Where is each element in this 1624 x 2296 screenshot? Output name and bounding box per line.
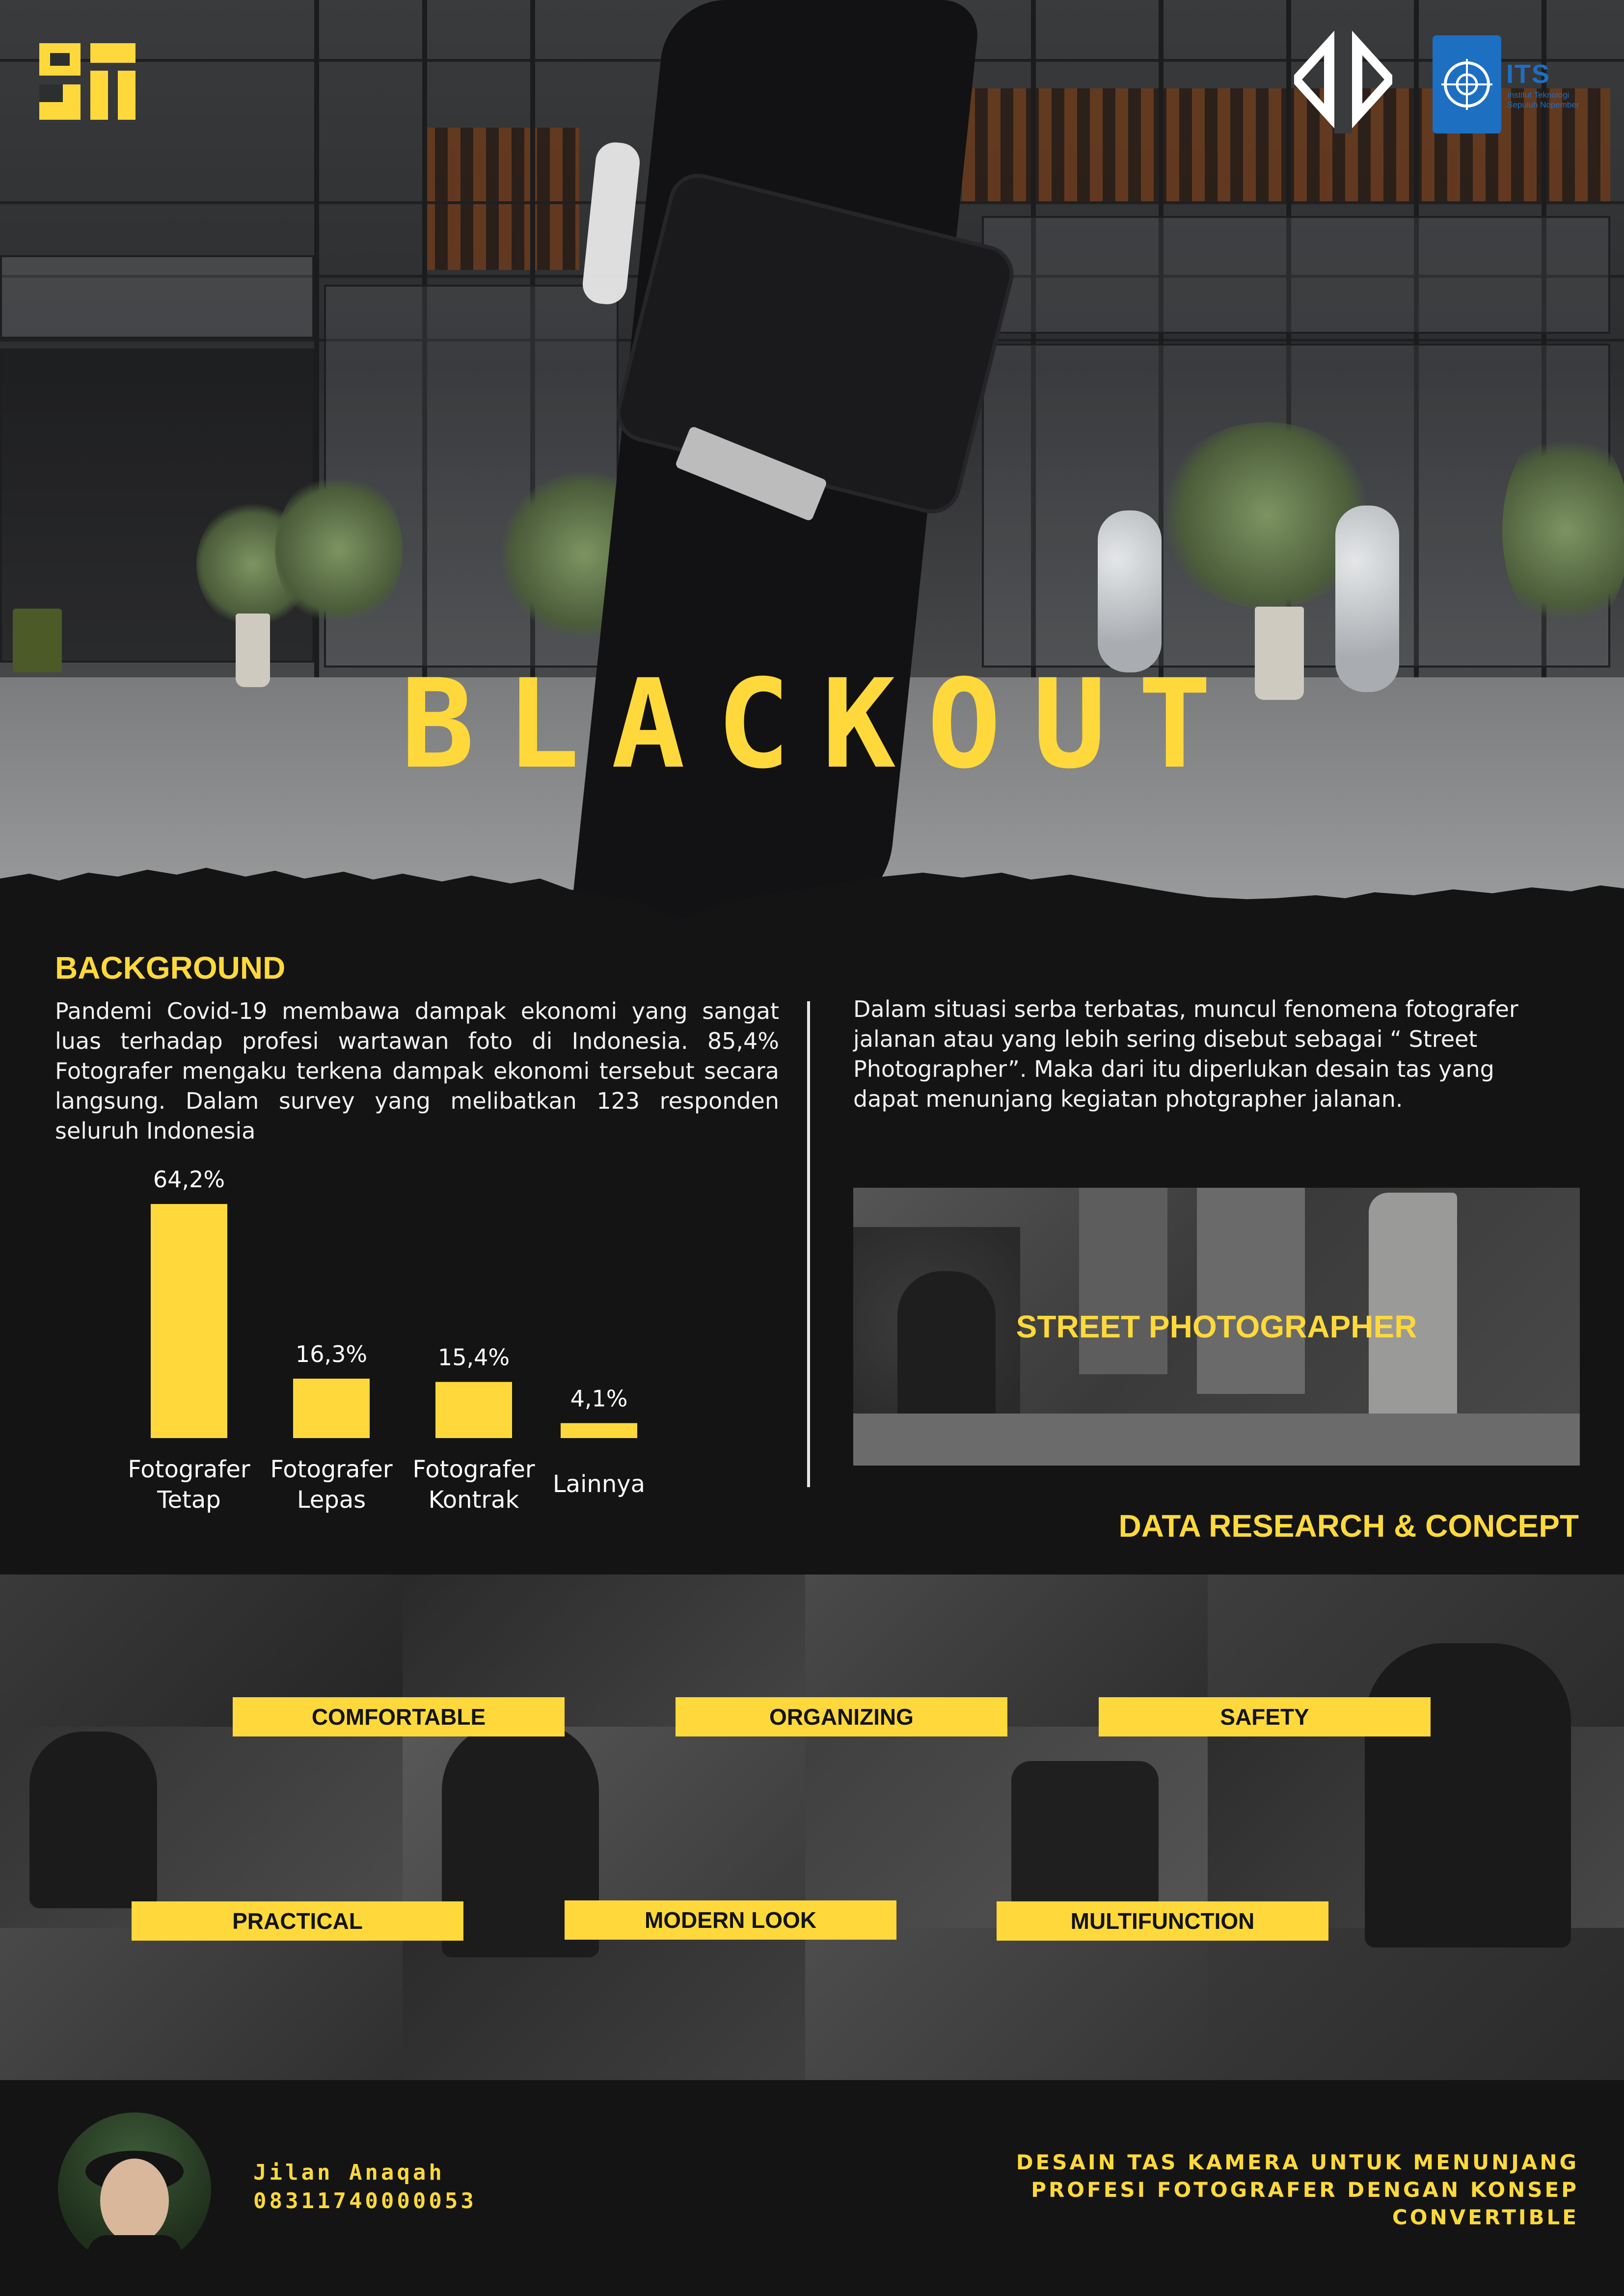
category-label: Lainnya [552, 1470, 646, 1498]
street-photographer-label: STREET PHOTOGRAPHER [1016, 1309, 1417, 1344]
window [982, 216, 1610, 334]
photo-subject [1365, 1643, 1571, 1948]
gt-logo-icon [39, 43, 135, 120]
plant [275, 471, 403, 628]
bar-3 [435, 1382, 512, 1438]
background-paragraph: Pandemi Covid-19 membawa dampak ekonomi yang sangat luas terhadap profesi wartawan foto di Indonesia. 85,4% Fotografer mengaku terkena dampak ekonomi tersebut secara langsung. Dalam survey yang melibatkan 123 responden seluruh Indonesia [55, 998, 779, 1144]
person-arm [581, 140, 642, 306]
author-id: 08311740000053 [253, 2189, 477, 2214]
photo-tile [805, 1928, 1208, 2080]
photo-subject [1011, 1761, 1159, 1918]
page-title: BLACKOUT [400, 653, 1244, 796]
tag-safety: SAFETY [1099, 1697, 1431, 1736]
bar-value-label: 15,4% [437, 1344, 510, 1371]
bar-value-label: 4,1% [570, 1385, 628, 1412]
street-photographer-card [853, 1188, 1580, 1466]
category-label: Lepas [297, 1486, 366, 1514]
footer [0, 2080, 1624, 2296]
column-divider [807, 1001, 810, 1487]
facade-panel [422, 128, 579, 270]
project-title: DESAIN TAS KAMERA UNTUK MENUNJANG PROFESI FOTOGRAFER DENGAN KONSEP CONVERTIBLE [1016, 2150, 1579, 2229]
street-photographer-paragraph: Dalam situasi serba terbatas, muncul fenomena fotografer jalanan atau yang lebih sering disebut sebagai “ Street Photographer”. Maka dari itu diperlukan desain tas yang dapat menunjang kegiatan photgrapher jalanan. [853, 996, 1518, 1112]
bar-1 [151, 1204, 227, 1438]
tag-multifunction: MULTIFUNCTION [997, 1901, 1328, 1941]
background-heading: BACKGROUND [55, 950, 286, 986]
avatar [58, 2112, 211, 2266]
plant [1502, 422, 1624, 638]
its-full-name: Institut Teknologi Sepuluh Nopember [1507, 90, 1579, 109]
bar-4 [561, 1423, 637, 1438]
author-info [253, 2159, 477, 2216]
survey-bar-chart [98, 1168, 687, 1541]
photo-tile [1208, 1928, 1624, 2080]
tag-modern-look: MODERN LOOK [565, 1900, 896, 1940]
research-photo-collage [0, 1575, 1624, 2080]
bar-2 [293, 1379, 370, 1438]
category-label: Fotografer [128, 1456, 250, 1483]
tag-comfortable: COMFORTABLE [233, 1697, 565, 1736]
torn-edge-divider [0, 844, 1624, 923]
balloon-column [1098, 510, 1162, 672]
category-label: Kontrak [428, 1486, 519, 1514]
bar-value-label: 64,2% [153, 1168, 225, 1193]
data-research-heading: DATA RESEARCH & CONCEPT [1118, 1508, 1579, 1544]
tag-organizing: ORGANIZING [676, 1697, 1007, 1736]
category-label: Fotografer [270, 1456, 393, 1483]
photo-subject [29, 1732, 157, 1908]
author-name: Jilan Anaqah [253, 2160, 445, 2185]
window [0, 255, 314, 339]
its-short-name: ITS [1506, 59, 1551, 89]
category-label: Tetap [157, 1486, 221, 1514]
photo-tile [0, 1928, 403, 2080]
tag-practical: PRACTICAL [132, 1901, 463, 1941]
its-logo [1433, 35, 1599, 133]
category-label: Fotografer [412, 1456, 535, 1483]
its-emblem-icon [1433, 35, 1501, 133]
bar-value-label: 16,3% [295, 1340, 368, 1367]
hero-photo [0, 0, 1624, 923]
dp-logo-icon [1294, 26, 1392, 133]
